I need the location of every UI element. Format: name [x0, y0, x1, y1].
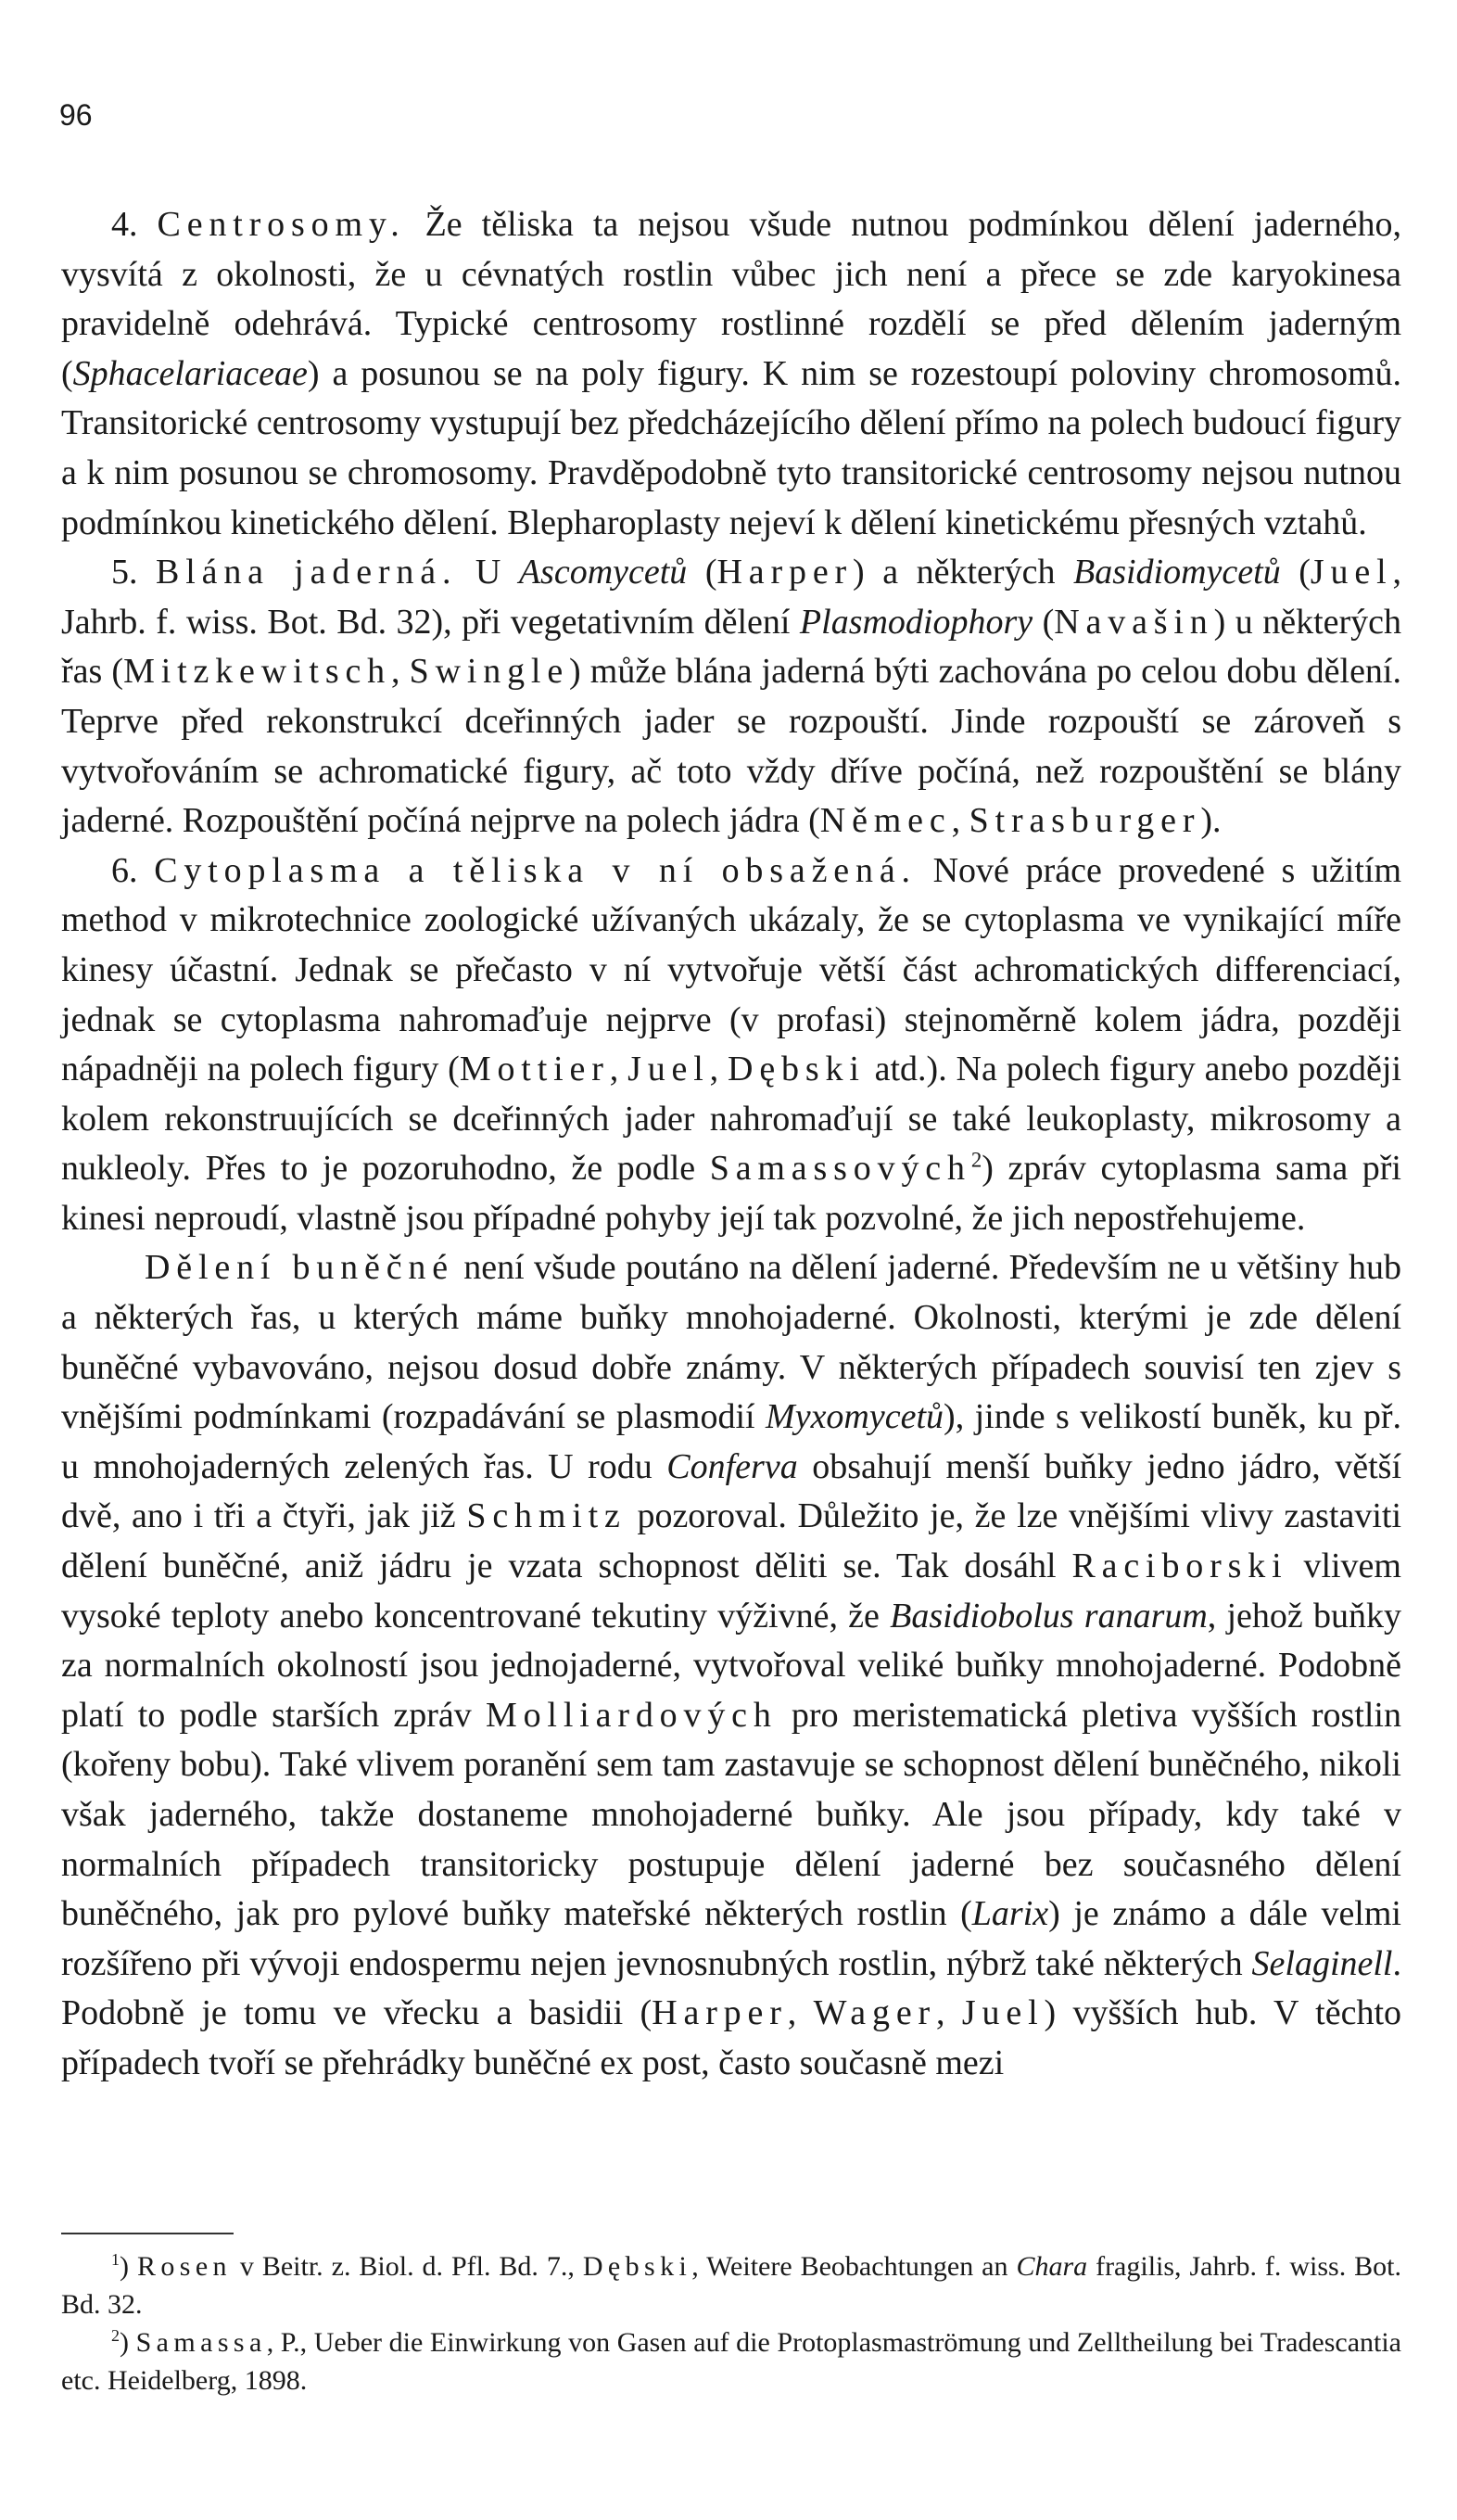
spaced-term: Cytoplasma a těliska v ní obsažená.: [154, 850, 917, 890]
text-run: ) vyšších hub. V těchto případech tvoří se přehrádky buněčné ex post, často současně mezi: [61, 1993, 1402, 2082]
italic-term: Sphacelariaceae: [72, 353, 308, 393]
spaced-term: Swingle: [409, 652, 570, 692]
text-run: (: [1033, 602, 1055, 642]
text-run: ) u některých řas (: [61, 602, 1402, 692]
text-run: ) je známo a dále velmi rozšířeno při vývoji endospermu nejen jevnosnubných rostlin, nýbrž také některých: [61, 1894, 1401, 1983]
spaced-term: Dělení buněčné: [145, 1248, 454, 1288]
spaced-term: Strasburger: [969, 801, 1201, 841]
text-run: , Weitere Beobachtungen an: [691, 2251, 1017, 2282]
text-run: ): [120, 2251, 137, 2282]
text-run: Nové práce provedené s užitím method v mikrotechnice zoologické užívaných ukázaly, že se cytoplasma ve vynikající míře kinesy účastní. Jednak se přečasto v ní vytvořuje větší část achromatických differenciací, jednak se cytoplasma nahromaďuje nejprve (v profasi) stejnoměrně kolem jádra, později nápadněji na polech figury (: [61, 850, 1402, 1089]
spaced-term: Centrosomy.: [157, 205, 406, 244]
spaced-term: Harper: [652, 1993, 788, 2033]
footnote-1: [61, 2247, 1401, 2323]
spaced-term: Juel: [627, 1050, 710, 1089]
text-run: ,: [609, 1050, 628, 1089]
italic-term: Plasmodiophory: [799, 602, 1033, 642]
italic-term: Ascomycetů: [518, 553, 688, 592]
spaced-term: Mitzkewitsch: [123, 652, 391, 692]
text-run: (: [1280, 553, 1311, 592]
text-run: ,: [936, 1993, 962, 2033]
italic-term: Chara: [1016, 2251, 1088, 2282]
text-run: vlivem vysoké teploty anebo koncentrované tekutiny výživné, že: [61, 1546, 1401, 1635]
footnote-marker: 1: [111, 2250, 120, 2269]
text-run: ) a některých: [853, 553, 1073, 592]
spaced-term: Navašin: [1054, 602, 1214, 642]
text-run: ).: [1200, 801, 1222, 841]
text-run: . Podobně je tomu ve vřecku a basidii (: [61, 1943, 1401, 2033]
page-number: 96: [59, 98, 93, 132]
paragraph-cytoplasm: [61, 846, 1401, 1244]
text-run: (: [687, 553, 717, 592]
text-run: fragilis, Jahrb. f. wiss. Bot. Bd. 32.: [61, 2251, 1402, 2320]
footnote-separator: [61, 2233, 234, 2234]
text-run: v Beitr. z. Biol. d. Pfl. Bd. 7.,: [231, 2251, 583, 2282]
body-text: [61, 200, 1401, 2089]
paragraph-centrosomy: [61, 200, 1401, 548]
text-run: 5.: [111, 553, 157, 592]
text-run: ) může blána jaderná býti zachována po celou dobu dělení. Teprve před rekonstrukcí dceřinných jader se rozpouští. Jinde rozpouští se zároveň s vytvořováním se achromatické figury, ač toto vždy dříve počíná, než rozpouštění se blány jaderné. Rozpouštění počíná nejprve na polech jádra (: [61, 652, 1401, 841]
spaced-term: Blána jaderná.: [156, 553, 458, 592]
paragraph-cell-division: [61, 1243, 1401, 2088]
text-run: obsahují menší buňky jedno jádro, větší dvě, ano i tři a čtyři, jak již: [61, 1446, 1402, 1536]
italic-term: Selaginell: [1251, 1943, 1393, 1983]
spaced-term: Raciborski: [1071, 1546, 1288, 1586]
italic-term: Basidiobolus ranarum: [890, 1596, 1208, 1635]
spaced-term: Juel: [961, 1993, 1045, 2033]
text-run: , Jahrb. f. wiss. Bot. Bd. 32), při vegetativním dělení: [61, 553, 1401, 642]
footnotes: [61, 2247, 1401, 2399]
spaced-term: Wager: [813, 1993, 937, 2033]
footnote-2: [61, 2323, 1401, 2399]
text-run: ) zpráv cytoplasma sama při kinesi neproudí, vlastně jsou případné pohyby její tak pozvolné, že jich nepostřehujeme.: [61, 1149, 1401, 1238]
text-run: ,: [709, 1050, 728, 1089]
text-run: atd.). Na polech figury anebo později kolem rekonstruujících se dceřinných jader nahromaďují se také leukoplasty, mikrosomy a nukleoly. Přes to je pozoruhodno, že podle: [61, 1050, 1402, 1189]
text-run: 6.: [111, 850, 155, 890]
text-run: Že těliska ta nejsou všude nutnou podmínkou dělení jaderného, vysvítá z okolnosti, že u cévnatých rostlin vůbec jich není a přece se zde karyokinesa pravidelně odehrává. Typické centrosomy rostlinné rozdělí se před dělením jaderným (: [61, 205, 1401, 393]
text-run: , P., Ueber die Einwirkung von Gasen auf die Protoplasmaströmung und Zelltheilung bei Tradescantia etc. Heidelberg, 1898.: [61, 2327, 1401, 2396]
paragraph-nuclear-membrane: [61, 548, 1401, 846]
spaced-term: Samassových: [709, 1149, 971, 1189]
spaced-term: Molliardových: [485, 1695, 778, 1735]
spaced-term: Dębski: [582, 2251, 692, 2282]
text-run: 4.: [111, 205, 158, 244]
text-run: , jehož buňky za normalních okolností jsou jednojaderné, vytvořoval veliké buňky mnohojaderné. Podobně platí to podle starších zpráv: [61, 1596, 1401, 1735]
italic-term: Larix: [971, 1894, 1049, 1934]
spaced-term: Rosen: [136, 2251, 232, 2282]
spaced-term: Němec: [819, 801, 952, 841]
text-run: pro meristematická pletiva vyšších rostlin (kořeny bobu). Také vlivem poranění sem tam zastavuje se schopnost dělení buněčného, nikoli však jaderného, takže dostaneme mnohojaderné buňky. Ale jsou případy, kdy také v normalních případech transitoricky postupuje dělení jaderné bez současného dělení buněčného, jak pro pylové buňky mateřské některých rostlin (: [61, 1695, 1401, 1934]
spaced-term: Schmitz: [466, 1496, 627, 1536]
text-run: ) a posunou se na poly figury. K nim se rozestoupí poloviny chromosomů. Transitorické centrosomy vystupují bez předcházejícího dělení přímo na polech budoucí figury a k nim posunou se chromosomy. Pravděpodobně tyto transitorické centrosomy nejsou nutnou podmínkou kinetického dělení. Blepharoplasty nejeví k dělení kinetickému přesných vztahů.: [61, 353, 1401, 542]
spaced-term: Mottier: [459, 1050, 610, 1089]
text-run: pozoroval. Důležito je, že lze vnějšími vlivy zastaviti dělení buněčné, aniž jádru je vzata schopnost děliti se. Tak dosáhl: [61, 1496, 1401, 1586]
italic-term: Conferva: [666, 1446, 798, 1486]
italic-term: Myxomycetů: [766, 1397, 944, 1437]
text-run: ,: [391, 652, 410, 692]
footnote-marker: 2: [111, 2326, 120, 2345]
spaced-term: Dębski: [728, 1050, 866, 1089]
text-run: není všude poutáno na dělení jaderné. Především ne u většiny hub a některých řas, u kterých máme buňky mnohojaderné. Okolnosti, kterými je zde dělení buněčné vybavováno, nejsou dosud dobře známy. V některých případech souvisí ten zjev s vnějšími podmínkami (rozpadávání se plasmodií: [61, 1248, 1401, 1437]
footnote-marker: 2: [970, 1148, 982, 1172]
spaced-term: Harper: [716, 553, 854, 592]
spaced-term: Juel: [1310, 553, 1393, 592]
spaced-term: Samassa: [135, 2327, 267, 2358]
text-run: ): [120, 2327, 136, 2358]
italic-term: Basidiomycetů: [1073, 553, 1281, 592]
text-run: U: [457, 553, 519, 592]
text-run: ,: [951, 801, 969, 841]
text-run: ), jinde s velikostí buněk, ku př. u mnohojaderných zelených řas. U rodu: [61, 1397, 1401, 1486]
text-run: ,: [787, 1993, 814, 2033]
